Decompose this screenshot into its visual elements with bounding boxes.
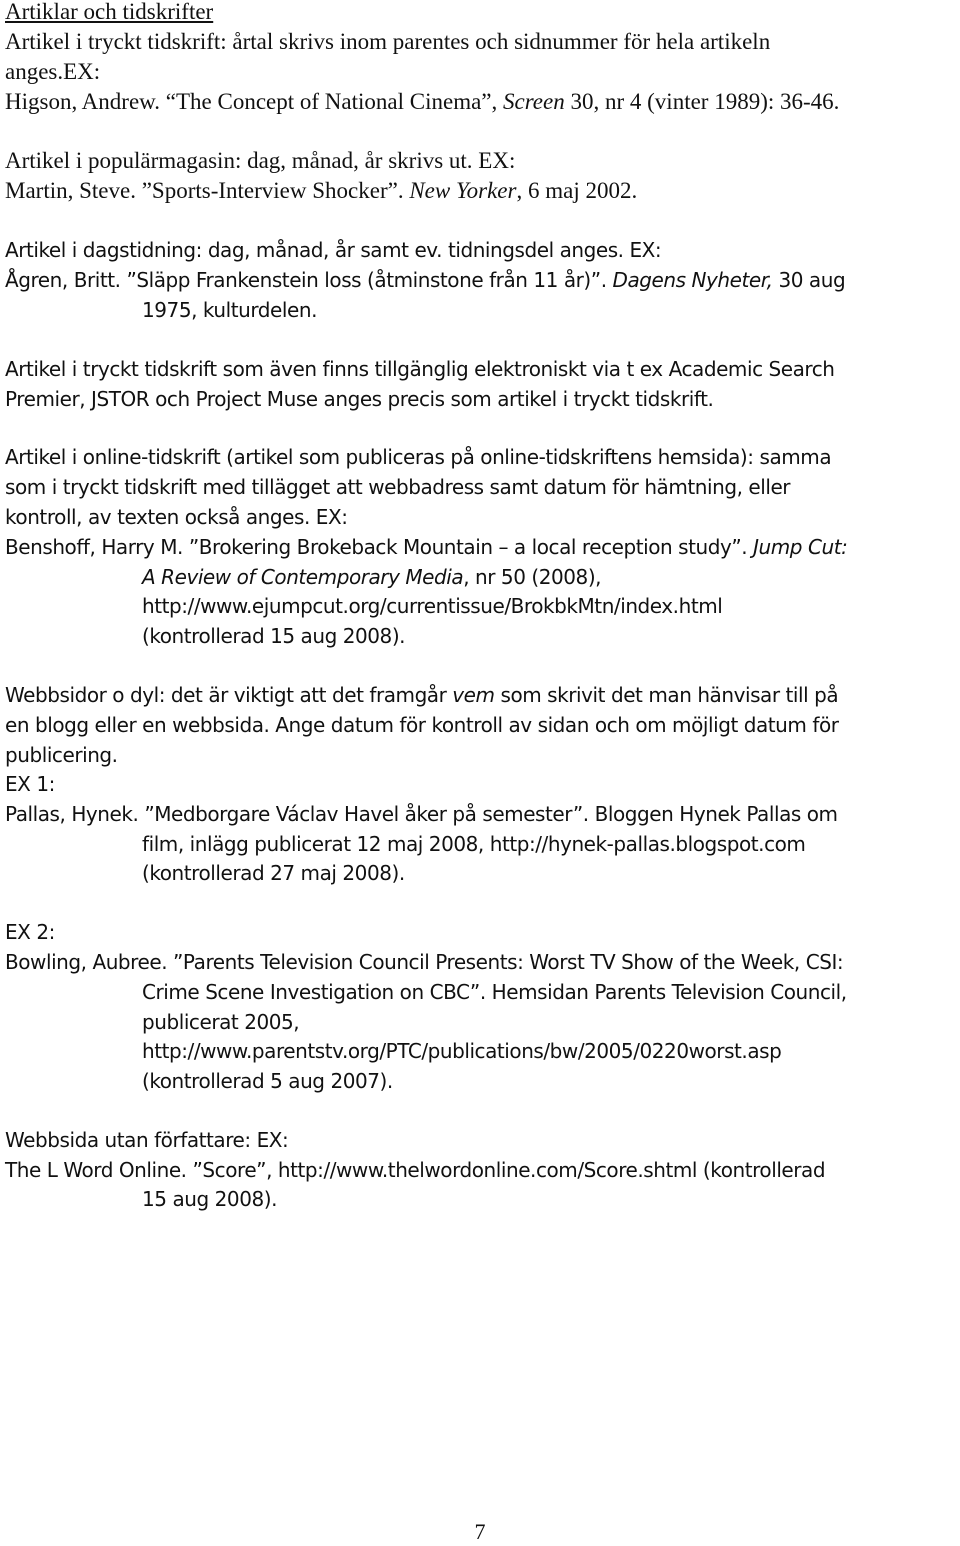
example-2-line-4: http://www.parentstv.org/PTC/publications/bw/2005/0220worst.asp [142,1039,782,1063]
section-heading-articles: Artiklar och tidskrifter [5,0,214,24]
online-journal-example-line-2 [142,562,601,592]
example-author: Higson, Andrew. [5,89,166,114]
electronic-db-line-1: Artikel i tryckt tidskrift som även finns tillgänglig elektroniskt via t ex Academic Search [5,357,835,381]
example-journal: New Yorker [409,178,517,203]
printed-journal-rule-line-2: anges.EX: [5,59,101,84]
online-journal-line-2: som i tryckt tidskrift med tillägget att webbadress samt datum för hämtning, eller [5,475,791,499]
example-details: 30 aug [772,268,846,292]
example-author: Martin, Steve. [5,178,142,203]
websites-intro-line-2: en blogg eller en webbsida. Ange datum för kontroll av sidan och om möjligt datum för [5,713,839,737]
example-1-line-1: Pallas, Hynek. ”Medborgare Václav Havel åker på semester”. Bloggen Hynek Pallas om [5,802,838,826]
example-1-line-2: film, inlägg publicerat 12 maj 2008, http://hynek-pallas.blogspot.com [142,832,806,856]
electronic-db-line-2: Premier, JSTOR och Project Muse anges precis som artikel i tryckt tidskrift. [5,387,714,411]
online-journal-example-checked: (kontrollerad 15 aug 2008). [142,624,406,648]
example-1-line-3: (kontrollerad 27 maj 2008). [142,861,405,885]
online-journal-example-url: http://www.ejumpcut.org/currentissue/BrokbkMtn/index.html [142,594,723,618]
example-journal: Dagens Nyheter, [612,268,773,292]
example-details: 30, nr 4 (vinter 1989): 36-46. [564,89,840,114]
websites-intro-line-1 [5,680,838,710]
example-details: , 6 maj 2002. [516,178,638,203]
no-author-line-2: 15 aug 2008). [142,1187,277,1211]
no-author-line-1: The L Word Online. ”Score”, http://www.thelwordonline.com/Score.shtml (kontrollerad [5,1158,826,1182]
example-2-label: EX 2: [5,920,55,944]
example-2-line-5: (kontrollerad 5 aug 2007). [142,1069,393,1093]
example-2-line-3: publicerat 2005, [142,1010,300,1034]
example-author: Benshoff, Harry M. [5,535,189,559]
websites-intro-line-3: publicering. [5,743,118,767]
online-journal-line-1: Artikel i online-tidskrift (artikel som publiceras på online-tidskriftens hemsida): samma [5,445,832,469]
example-journal-part-2: A Review of Contemporary Media [142,565,464,589]
newspaper-example-continuation: 1975, kulturdelen. [142,298,317,322]
example-title: ”Brokering Brokeback Mountain – a local reception study”. [188,535,754,559]
example-details: , nr 50 (2008), [463,565,602,589]
example-2-line-1: Bowling, Aubree. ”Parents Television Council Presents: Worst TV Show of the Week, CSI: [5,950,844,974]
example-journal: Screen [503,89,565,114]
printed-journal-example [5,87,839,117]
online-journal-example [5,532,847,562]
intro-text: Webbsidor o dyl: det är viktigt att det framgår [5,683,453,707]
intro-text: som skrivit det man hänvisar till på [494,683,839,707]
newspaper-example [5,265,845,295]
intro-emphasis: vem [452,683,495,707]
page-number: 7 [474,1519,486,1544]
newspaper-rule: Artikel i dagstidning: dag, månad, år samt ev. tidningsdel anges. EX: [5,238,662,262]
printed-journal-rule-line-1: Artikel i tryckt tidskrift: årtal skrivs inom parentes och sidnummer för hela artikeln [5,29,771,54]
example-title: “The Concept of National Cinema”, [165,89,503,114]
magazine-rule: Artikel i populärmagasin: dag, månad, år skrivs ut. EX: [5,148,516,173]
example-title: ”Sports-Interview Shocker”. [141,178,410,203]
no-author-rule: Webbsida utan författare: EX: [5,1128,289,1152]
example-journal-part-1: Jump Cut: [753,535,848,559]
magazine-example [5,176,637,206]
example-1-label: EX 1: [5,772,55,796]
example-title: ”Släpp Frankenstein loss (åtminstone från 11 år)”. [126,268,613,292]
example-2-line-2: Crime Scene Investigation on CBC”. Hemsidan Parents Television Council, [142,980,847,1004]
online-journal-line-3: kontroll, av texten också anges. EX: [5,505,348,529]
example-author: Ågren, Britt. [5,268,127,292]
